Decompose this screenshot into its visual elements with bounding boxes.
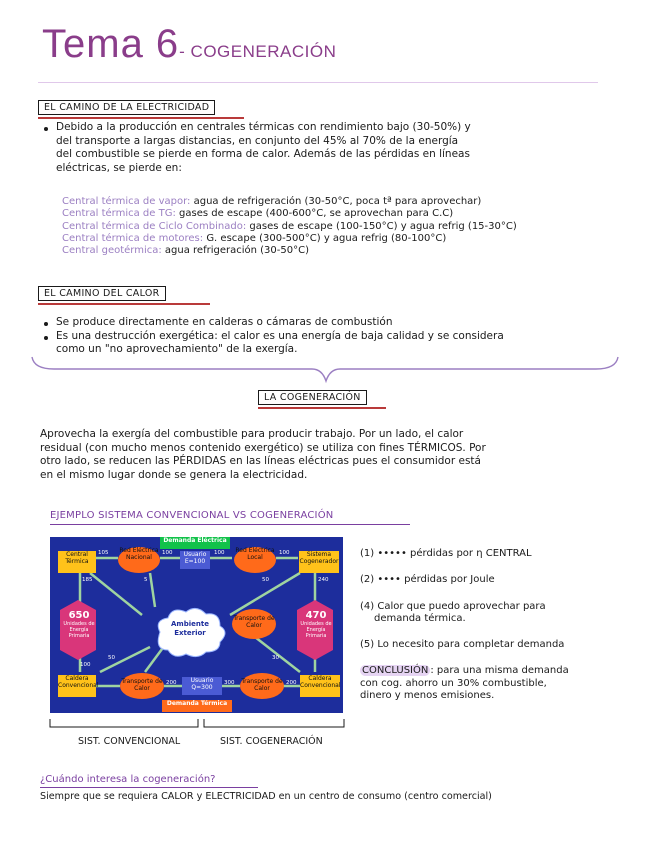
demanda-electrica-label: Demanda Eléctrica <box>160 537 230 549</box>
list-item: Central térmica de vapor: agua de refrigeración (30-50°C, poca tª para aprovechar) <box>62 196 482 207</box>
cuando-answer: Siempre que se requiera CALOR y ELECTRICIDAD en un centro de consumo (centro comercial) <box>40 791 492 802</box>
caldera-right-box: Caldera Convencional <box>300 675 340 697</box>
title-sub: - COGENERACIÓN <box>179 42 337 61</box>
caption-brackets <box>48 717 348 731</box>
list-item: Central geotérmica: agua refrigeración (30-50°C) <box>62 245 309 257</box>
flow-value: 5 <box>144 577 148 583</box>
note-line: (1) ••••• pérdidas por η CENTRAL <box>360 548 532 559</box>
question-underline <box>40 787 258 788</box>
transporte-calor-right: Transporte de Calor <box>240 673 284 699</box>
flow-value: 100 <box>214 550 225 556</box>
text-line: eléctricas, se pierde en: <box>56 161 182 174</box>
caption-cogeneracion: SIST. COGENERACIÓN <box>220 736 323 747</box>
flow-value: 100 <box>162 550 173 556</box>
cogeneracion-text <box>40 428 620 482</box>
heading-underline <box>258 407 386 409</box>
cuando-question: ¿Cuándo interesa la cogeneración? <box>40 774 216 785</box>
flow-value: 300 <box>224 680 235 686</box>
right-energy <box>299 610 333 639</box>
flow-value: 30 <box>272 655 279 661</box>
flow-value: 200 <box>166 680 177 686</box>
title-main: Tema 6 <box>42 22 180 66</box>
caption-convencional: SIST. CONVENCIONAL <box>78 736 181 747</box>
text-line: otro lado, se reducen las PÉRDIDAS en las líneas eléctricas pues el consumidor está <box>40 455 481 468</box>
heading-underline <box>38 303 210 305</box>
note-line: (5) Lo necesito para completar demanda <box>360 639 565 651</box>
diagram-notes <box>360 548 635 702</box>
flow-value: 100 <box>279 550 290 556</box>
title-divider <box>38 82 598 83</box>
list-item: Central térmica de Ciclo Combinado: gases de escape (100-150°C) y agua refrig (15-30°C) <box>62 220 517 232</box>
note-line: demanda térmica. <box>374 612 466 624</box>
text-line: Es una destrucción exergética: el calor es una energía de baja calidad y se considera <box>56 329 504 342</box>
note-line: (2) •••• pérdidas por Joule <box>360 574 495 586</box>
page-title <box>42 22 336 67</box>
flow-value: 240 <box>318 577 329 583</box>
section-heading-ejemplo: EJEMPLO SISTEMA CONVENCIONAL VS COGENERACIÓN <box>50 510 334 521</box>
left-energy <box>62 610 96 639</box>
flow-value: 50 <box>108 655 115 661</box>
flow-value: 100 <box>80 662 91 668</box>
flow-value: 200 <box>286 680 297 686</box>
red-local-box: Red Eléctrica Local <box>234 547 276 573</box>
list-item: Central térmica de motores: G. escape (300-500°C) y agua refrig (80-100°C) <box>62 232 447 244</box>
text-line: Se produce directamente en calderas o cámaras de combustión <box>56 316 393 328</box>
text-line: como un "no aprovechamiento" de la exergía. <box>56 343 298 356</box>
text-line: Debido a la producción en centrales térmicas con rendimiento bajo (30-50%) y <box>56 121 471 133</box>
electricidad-intro <box>56 121 616 175</box>
cogeneration-diagram <box>50 537 343 713</box>
right-units-value: 470 <box>305 610 327 621</box>
central-termica-box: Central Térmica <box>58 551 96 573</box>
bullet <box>44 322 48 326</box>
left-units-value: 650 <box>68 610 90 621</box>
caldera-left-box: Caldera Convencional <box>58 675 96 697</box>
transporte-calor-upper: Transporte de Calor <box>232 609 276 639</box>
units-text: Unidades de Energía Primaria <box>300 621 332 639</box>
transporte-calor-left: Transporte de Calor <box>120 673 164 699</box>
sistema-cogenerador-box: Sistema Cogenerador <box>299 551 339 573</box>
conclusion-text: : para una misma demanda <box>430 665 569 677</box>
conclusion-label: CONCLUSIÓN <box>362 665 429 677</box>
bullet <box>44 127 48 131</box>
usuario-q-box: Usuario Q=300 <box>182 677 222 695</box>
units-text: Unidades de Energía Primaria <box>63 621 95 639</box>
flow-value: 50 <box>262 577 269 583</box>
heading-underline <box>38 117 244 119</box>
calor-text <box>56 316 631 357</box>
conclusion-text: con cog. ahorro un 30% combustible, <box>360 677 547 689</box>
text-line: Aprovecha la exergía del combustible para producir trabajo. Por un lado, el calor <box>40 428 464 440</box>
text-line: del combustible se pierde en forma de calor. Además de las pérdidas en líneas <box>56 148 470 161</box>
section-heading-calor: EL CAMINO DEL CALOR <box>38 286 166 301</box>
text-line: en el mismo lugar donde se genera la electricidad. <box>40 468 308 481</box>
heading-underline <box>50 524 410 525</box>
bullet <box>44 336 48 340</box>
ambiente-exterior: Ambiente Exterior <box>171 620 209 637</box>
flow-value: 105 <box>98 550 109 556</box>
flow-value: 185 <box>82 577 93 583</box>
loss-list <box>62 196 637 257</box>
usuario-e-box: Usuario E=100 <box>180 551 210 569</box>
section-heading-cogeneracion: LA COGENERACIÓN <box>258 390 367 405</box>
conclusion-line <box>360 665 635 677</box>
text-line: del transporte a largas distancias, en conjunto del 45% al 70% de la energía <box>56 134 459 147</box>
note-line: (4) Calor que puedo aprovechar para <box>360 600 546 612</box>
list-item: Central térmica de TG: gases de escape (400-600°C, se aprovechan para C.C) <box>62 208 454 220</box>
text-line: residual (con mucho menos contenido exergético) se utiliza con fines TÉRMICOS. Por <box>40 441 486 454</box>
section-heading-electricidad: EL CAMINO DE LA ELECTRICIDAD <box>38 100 215 115</box>
brace-icon <box>30 355 620 385</box>
demanda-termica-label: Demanda Térmica <box>162 700 232 712</box>
conclusion-text: dinero y menos emisiones. <box>360 690 495 702</box>
red-nacional-box: Red Eléctrica Nacional <box>118 547 160 573</box>
